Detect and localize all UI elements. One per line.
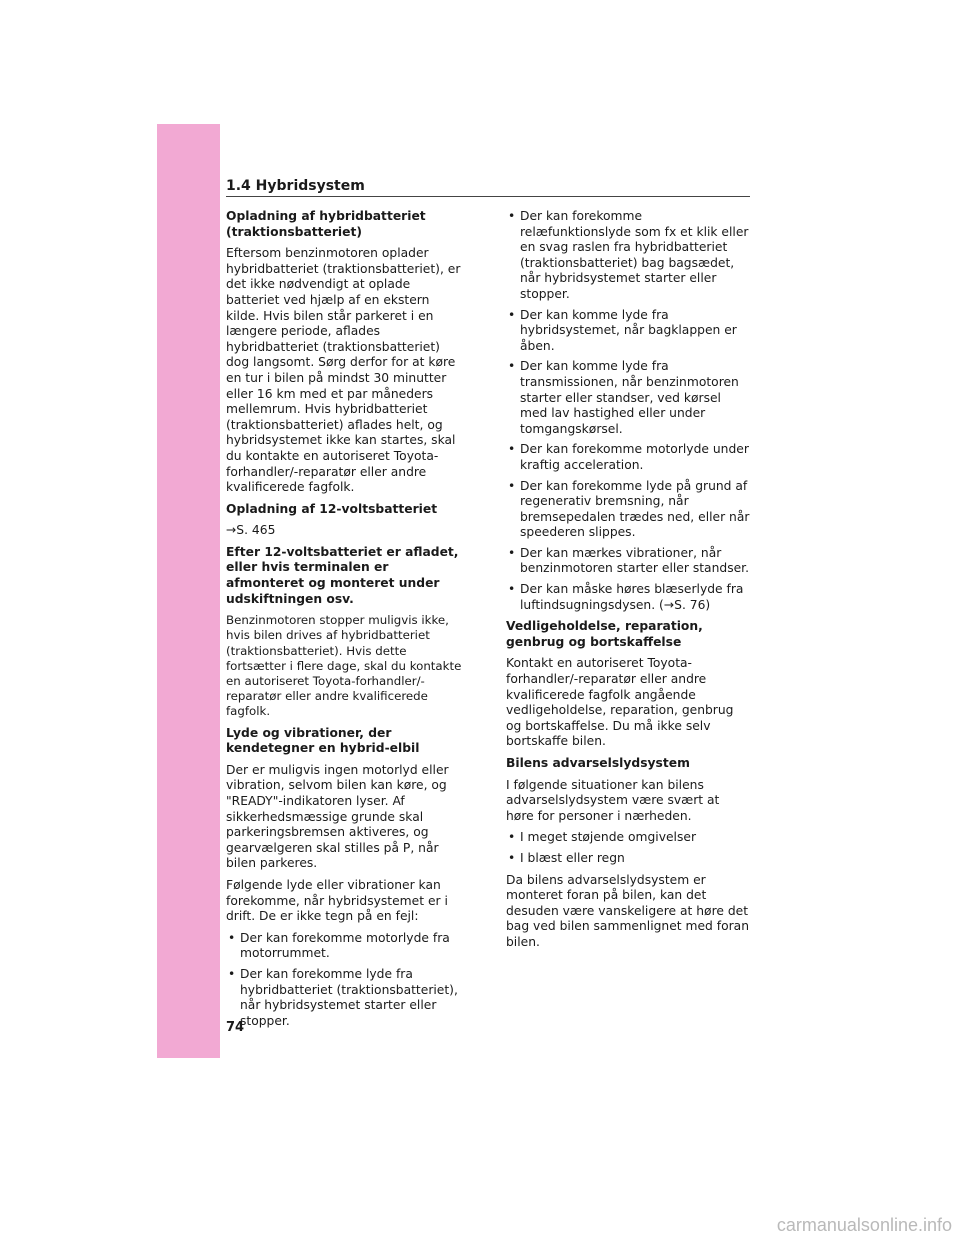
paragraph-following-sounds: Følgende lyde eller vibrationer kan forekomme, når hybridsystemet er i drift. De er ikke tegn på en fejl: <box>226 878 448 924</box>
paragraph-no-engine-sound: Der er muligvis ingen motorlyd eller vibration, selvom bilen kan køre, og "READY"-indikatoren lyser. Af sikkerhedsmæssige grunde skal parkeringsbremsen aktiveres, og gearvælgeren skal stilles på P, når bilen parkeres. <box>226 762 449 871</box>
heading-maintenance: Vedligeholdelse, reparation, genbrug og bortskaffelse <box>506 619 703 649</box>
list-item: • I blæst eller regn <box>506 851 750 867</box>
bullet-list-sounds-right <box>506 209 750 613</box>
paragraph-warning-sound-situations: I følgende situationer kan bilens advarselslydsystem være svært at høre for personer i nærheden. <box>506 777 720 823</box>
page-reference-link[interactable]: →S. 465 <box>226 523 276 538</box>
list-item: • Der kan forekomme lyde på grund af regenerativ bremsning, når bremsepedalen trædes ned, eller når speederen slippes. <box>506 479 750 541</box>
bullet-list-sounds-left <box>226 931 466 1030</box>
heading-sounds-vibrations: Lyde og vibrationer, der kendetegner en hybrid-elbil <box>226 725 420 756</box>
paragraph-after-12v-discharged: Benzinmotoren stopper muligvis ikke, hvis bilen drives af hybridbatteriet (traktionsbatteriet). Hvis dette fortsætter i flere dage, skal du kontakte en autoriseret Toyota-forhandler/-reparatør eller andre kvalificerede fagfolk. <box>226 613 462 719</box>
list-item: • Der kan komme lyde fra hybridsystemet, når bagklappen er åben. <box>506 308 750 355</box>
heading-charging-hybrid-battery: Opladning af hybridbatteriet (traktionsbatteriet) <box>226 209 426 239</box>
bullet-list-situations <box>506 830 750 866</box>
list-item: • Der kan forekomme lyde fra hybridbatteriet (traktionsbatteriet), når hybridsystemet starter eller stopper. <box>226 967 466 1029</box>
left-column <box>226 209 466 1035</box>
paragraph-warning-sound-front: Da bilens advarselslydsystem er monteret foran på bilen, kan det desuden være vanskeligere at høre det bag ved bilen sammenlignet med foran bilen. <box>506 872 750 949</box>
list-item: • I meget støjende omgivelser <box>506 830 750 846</box>
heading-warning-sound-system: Bilens advarselslydsystem <box>506 756 690 770</box>
watermark: carmanualsonline.info <box>776 1215 952 1235</box>
list-item: • Der kan forekomme motorlyde under kraftig acceleration. <box>506 442 750 473</box>
list-item: • Der kan mærkes vibrationer, når benzinmotoren starter eller standser. <box>506 546 750 577</box>
right-column <box>506 209 750 957</box>
paragraph-maintenance: Kontakt en autoriseret Toyota-forhandler/-reparatør eller andre kvalificerede fagfolk angående vedligeholdelse, reparation, genbrug og bortskaffelse. Du må ikke selv bortskaffe bilen. <box>506 656 734 749</box>
list-item: • Der kan forekomme motorlyde fra motorrummet. <box>226 931 466 962</box>
paragraph-charging-hybrid-battery: Eftersom benzinmotoren oplader hybridbatteriet (traktionsbatteriet), er det ikke nødvendigt at oplade batteriet ved hjælp af en ekstern kilde. Hvis bilen står parkeret i en længere periode, aflades hybridbatteriet (traktionsbatteriet) dog langsomt. Sørg derfor for at køre en tur i bilen på mindst 30 minutter eller 16 km med et par måneders mellemrum. Hvis hybridbatteriet (traktionsbatteriet) aflades helt, og hybridsystemet ikke kan startes, skal du kontakte en autoriseret Toyota-forhandler/-reparatør eller andre kvalificerede fagfolk. <box>226 246 461 495</box>
list-item: • Der kan måske høres blæserlyde fra luftindsugningsdysen. (→S. 76) <box>506 582 750 613</box>
heading-after-12v-discharged: Efter 12-voltsbatteriet er afladet, eller hvis terminalen er afmonteret og monteret under udskiftningen osv. <box>226 544 459 606</box>
side-color-band <box>157 124 220 1058</box>
list-item: • Der kan forekomme relæfunktionslyde som fx et klik eller en svag raslen fra hybridbatteriet (traktionsbatteriet) bag bagsædet, når hybridsystemet starter eller stopper. <box>506 209 750 303</box>
page-number: 74 <box>226 1020 245 1035</box>
heading-charging-12v-battery: Opladning af 12-voltsbatteriet <box>226 501 438 516</box>
section-header: 1.4 Hybridsystem <box>226 178 750 197</box>
list-item: • Der kan komme lyde fra transmissionen, når benzinmotoren starter eller standser, ved kørsel med lav hastighed eller under tomgangskørsel. <box>506 359 750 437</box>
